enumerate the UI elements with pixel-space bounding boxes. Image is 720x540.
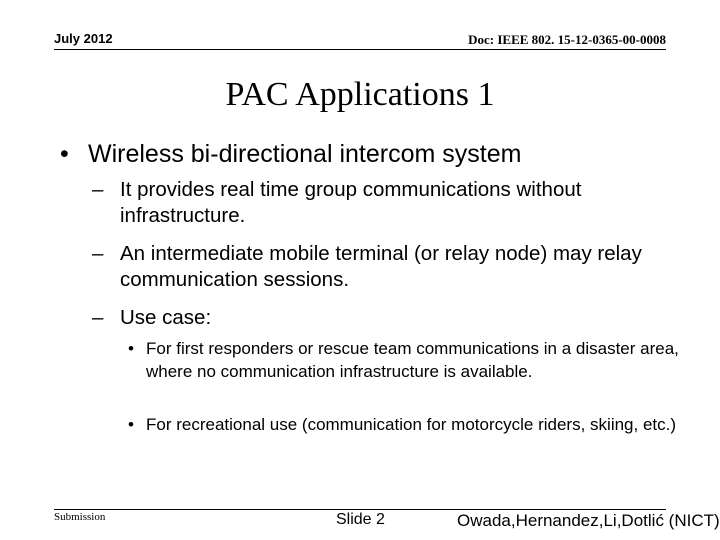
- sub-bullet-1: [92, 177, 692, 229]
- subsub-bullet-1-text: For first responders or rescue team communications in a disaster area, where no communication infrastructure is available.: [146, 339, 679, 381]
- slide-title: PAC Applications 1: [225, 76, 495, 113]
- footer-slide-number: Slide 2: [336, 511, 385, 528]
- bullet-main-text: Wireless bi-directional intercom system: [88, 140, 522, 168]
- header-doc-id: Doc: IEEE 802. 15-12-0365-00-0008: [468, 32, 666, 47]
- footer-divider: [54, 509, 666, 510]
- dash-glyph: –: [92, 178, 104, 201]
- footer-submission: Submission: [54, 511, 106, 523]
- dot-glyph: •: [128, 339, 134, 358]
- sub-bullet-3: [92, 305, 692, 331]
- subsub-bullet-2-text: For recreational use (communication for motorcycle riders, skiing, etc.): [146, 415, 677, 434]
- sub-bullet-3-text: Use case:: [120, 306, 212, 329]
- sub-bullet-1-text: It provides real time group communications without infrastructure.: [120, 178, 582, 227]
- bullet-main: [60, 139, 521, 169]
- dot-glyph: •: [128, 415, 134, 434]
- sub-bullet-2-text: An intermediate mobile terminal (or relay node) may relay communication sessions.: [120, 242, 642, 291]
- sub-bullet-2: [92, 241, 692, 293]
- subsub-bullet-1: [128, 337, 688, 383]
- header-date: July 2012: [54, 31, 113, 46]
- dash-glyph: –: [92, 242, 104, 265]
- dash-glyph: –: [92, 306, 104, 329]
- footer-authors: Owada,Hernandez,Li,Dotlić (NICT): [457, 511, 720, 530]
- subsub-bullet-2: [128, 413, 688, 436]
- bullet-glyph: •: [60, 140, 69, 168]
- header-divider: [54, 49, 666, 50]
